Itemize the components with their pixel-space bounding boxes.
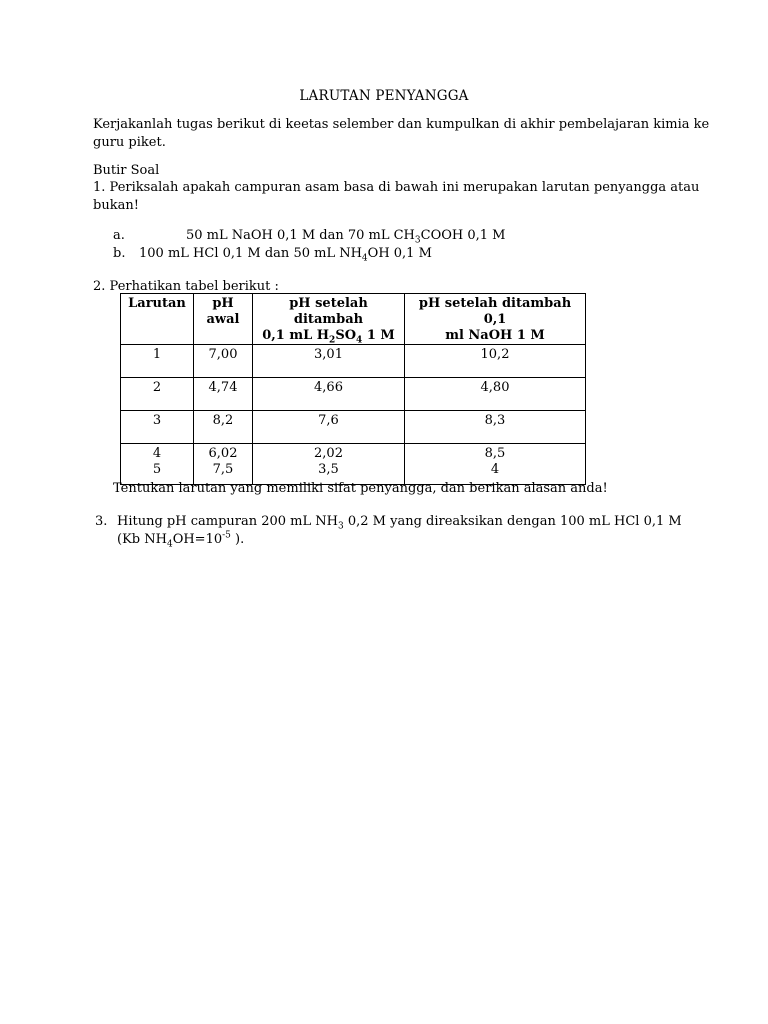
cell-naoh: 4,80 — [405, 378, 586, 411]
table-header-row — [121, 294, 586, 345]
cell-awal: 7,00 — [194, 345, 253, 378]
question-2-prompt: Tentukan larutan yang memiliki sifat penyangga, dan berikan alasan anda! — [113, 481, 608, 496]
question-3-line-2: (Kb $NH_4OH=10^{-5}$ ). — [117, 530, 245, 550]
instruction-line-2: guru piket. — [93, 135, 166, 150]
cell-larutan: 4 5 — [121, 444, 194, 485]
header-ph-naoh: pH setelah ditambah 0,1 ml NaOH 1 M — [405, 294, 586, 345]
question-1-line-2: bukan! — [93, 198, 139, 213]
cell-larutan: 1 — [121, 345, 194, 378]
table-row-combined — [121, 444, 586, 485]
table-row — [121, 411, 586, 444]
instruction-line-1: Kerjakanlah tugas berikut di keetas selember dan kumpulkan di akhir pembelajaran kimia ke — [93, 117, 710, 132]
cell-h2so4: 7,6 — [253, 411, 405, 444]
cell-naoh: 10,2 — [405, 345, 586, 378]
cell-awal: 6,02 7,5 — [194, 444, 253, 485]
cell-h2so4: 4,66 — [253, 378, 405, 411]
page-title: LARUTAN PENYANGGA — [299, 88, 469, 104]
cell-larutan: 3 — [121, 411, 194, 444]
cell-awal: 8,2 — [194, 411, 253, 444]
option-a-marker: a. — [113, 228, 125, 243]
cell-h2so4: 2,02 3,5 — [253, 444, 405, 485]
cell-naoh: 8,5 4 — [405, 444, 586, 485]
cell-h2so4: 3,01 — [253, 345, 405, 378]
cell-naoh: 8,3 — [405, 411, 586, 444]
butir-soal-heading: Butir Soal — [93, 163, 160, 178]
question-3-number: 3. — [95, 514, 108, 529]
table-row — [121, 345, 586, 378]
question-1-line-1: 1. Periksalah apakah campuran asam basa di bawah ini merupakan larutan penyangga atau — [93, 180, 700, 195]
option-b-text: 100 mL HCl 0,1 M dan 50 mL $NH_4OH$ 0,1 M — [139, 246, 432, 264]
header-ph-h2so4: pH setelah ditambah 0,1 mL $H_2SO_4$ 1 M — [253, 294, 405, 345]
option-b-marker: b. — [113, 246, 126, 261]
header-ph-awal: pH awal — [194, 294, 253, 345]
header-larutan: Larutan — [121, 294, 194, 345]
cell-larutan: 2 — [121, 378, 194, 411]
option-a-text: 50 mL NaOH 0,1 M dan 70 mL $CH_3COOH$ 0,1 M — [186, 228, 506, 246]
table-row — [121, 378, 586, 411]
cell-awal: 4,74 — [194, 378, 253, 411]
question-2-intro: 2. Perhatikan tabel berikut : — [93, 279, 279, 294]
ph-table — [120, 293, 586, 485]
question-3-line-1: Hitung pH campuran 200 mL $NH_3$ 0,2 M yang direaksikan dengan 100 mL HCl 0,1 M — [117, 514, 682, 532]
